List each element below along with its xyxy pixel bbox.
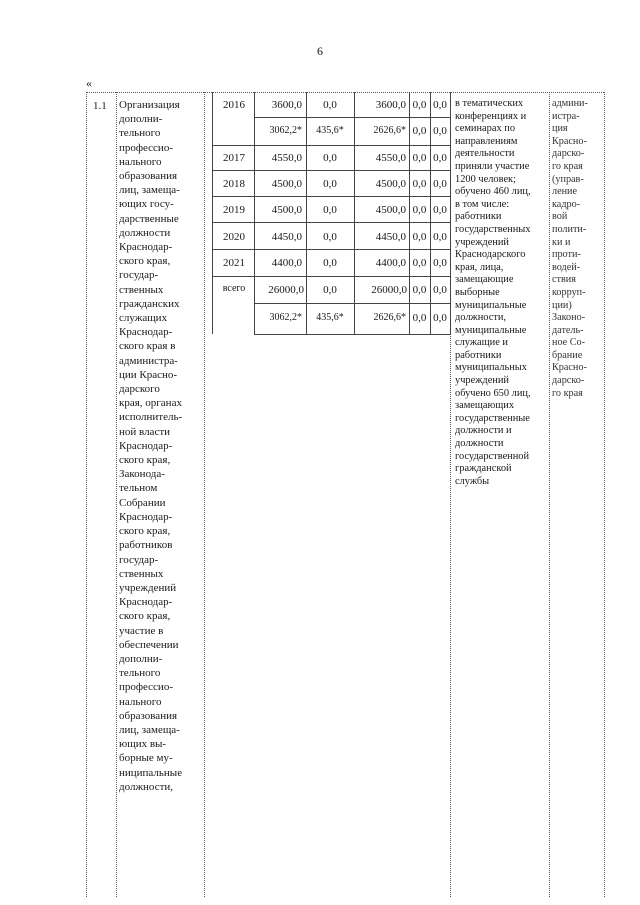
federal-cell: 0,0 xyxy=(323,178,337,190)
municipal-cell: 0,0 xyxy=(412,204,427,216)
federal-cell: 0,0 xyxy=(323,152,337,164)
total-cell: 4450,0 xyxy=(271,231,302,243)
other-cell: 0,0 xyxy=(433,231,447,243)
federal-cell: 0,0 xyxy=(323,231,337,243)
regional-cell: 4400,0 xyxy=(375,257,406,269)
total-cell: 4500,0 xyxy=(271,204,302,216)
federal-cell: 435,6* xyxy=(316,125,344,136)
municipal-cell: 0,0 xyxy=(412,231,427,243)
open-quote: « xyxy=(86,76,92,90)
year-cell: 2016 xyxy=(223,99,245,111)
total-cell: 3062,2* xyxy=(269,312,302,323)
other-cell: 0,0 xyxy=(433,284,447,296)
federal-cell: 0,0 xyxy=(323,99,337,111)
year-cell: 2020 xyxy=(223,231,245,243)
total-cell: 3062,2* xyxy=(269,125,302,136)
page-number: 6 xyxy=(317,44,323,58)
total-cell: 4500,0 xyxy=(271,178,302,190)
other-cell: 0,0 xyxy=(433,125,447,137)
total-cell: 4400,0 xyxy=(271,257,302,269)
municipal-cell: 0,0 xyxy=(412,257,427,269)
other-cell: 0,0 xyxy=(433,312,447,324)
result-text: в тематических конференциях и семинарах по направлениям деятельности приняли участие 1200 человек; обучено 460 лиц, в том числе: работники государственных учреждений Краснодарского края, лица, замещающие выборные муниципальные должности, муниципальные служащие и работники муниципальных учреждений обучено 650 лиц, замещающих государственные должности и должности государственной гражданской службы xyxy=(455,98,531,487)
total-cell: 4550,0 xyxy=(271,152,302,164)
executor-text: админи- истра- ция Красно- дарско- го края (управ- ление кадро- вой полити- ки и проти- водей- ствия корруп- ции) Законо- датель- ное Со- брание Красно- дарско- го края xyxy=(552,98,588,399)
federal-cell: 0,0 xyxy=(323,257,337,269)
municipal-cell: 0,0 xyxy=(412,178,427,190)
municipal-cell: 0,0 xyxy=(412,152,427,164)
other-cell: 0,0 xyxy=(433,204,447,216)
other-cell: 0,0 xyxy=(433,152,447,164)
row-number: 1.1 xyxy=(93,100,107,112)
total-cell: 3600,0 xyxy=(271,99,302,111)
measure-name: Организация дополни- тельного профессио- нального образования лиц, замеща- ющих госу- дарственные должности Краснодар- ского края, государ- ственных гражданских служащих Краснодар- ского края в администра- ции Красно- дарского края, органах исполнитель- ной власти Краснодар- ского края, Законода- тельном Собрании Краснодар- ского края, работников государ- ственных учреждений Краснодар- ского края, участие в обеспечении дополни- тельного профессио- нального образования лиц, замеща- ющих вы- борные му- ниципальные должности, xyxy=(119,99,183,793)
total-cell: 26000,0 xyxy=(268,284,304,296)
municipal-cell: 0,0 xyxy=(412,284,427,296)
regional-cell: 26000,0 xyxy=(371,284,407,296)
municipal-cell: 0,0 xyxy=(412,99,427,111)
federal-cell: 0,0 xyxy=(323,284,337,296)
regional-cell: 4550,0 xyxy=(375,152,406,164)
federal-cell: 435,6* xyxy=(316,312,344,323)
regional-cell: 4500,0 xyxy=(375,178,406,190)
regional-cell: 3600,0 xyxy=(375,99,406,111)
regional-cell: 4500,0 xyxy=(375,204,406,216)
year-cell: 2017 xyxy=(223,152,245,164)
regional-cell: 4450,0 xyxy=(375,231,406,243)
year-cell: 2021 xyxy=(223,257,245,269)
year-cell: всего xyxy=(222,283,246,294)
year-cell: 2019 xyxy=(223,204,245,216)
regional-cell: 2626,6* xyxy=(373,312,406,323)
federal-cell: 0,0 xyxy=(323,204,337,216)
year-cell: 2018 xyxy=(223,178,245,190)
municipal-cell: 0,0 xyxy=(412,125,427,137)
other-cell: 0,0 xyxy=(433,178,447,190)
other-cell: 0,0 xyxy=(433,257,447,269)
municipal-cell: 0,0 xyxy=(412,312,427,324)
regional-cell: 2626,6* xyxy=(373,125,406,136)
other-cell: 0,0 xyxy=(433,99,447,111)
